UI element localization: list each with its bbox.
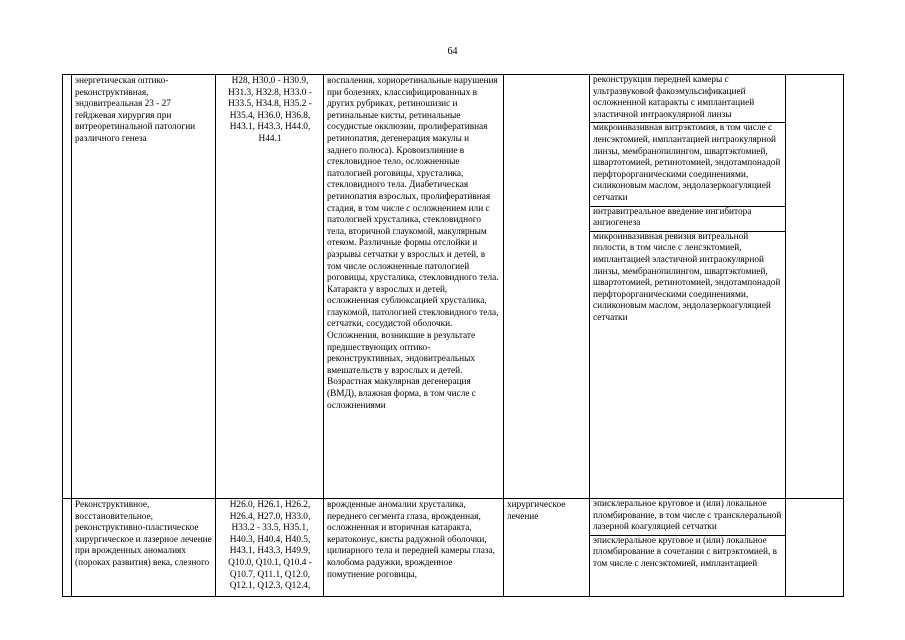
table-row <box>63 499 844 597</box>
method-item: эписклеральное круговое и (или) локальное пломбирование, в том числе с трансклеральной лазерной коагуляцией сетчатки <box>590 499 785 536</box>
treatment-type-cell: хирургическое лечение <box>504 499 590 597</box>
table-row <box>63 75 844 499</box>
method-item: интравитреальное введение ингибитора ангиогенеза <box>590 207 785 232</box>
method-item: микроинвазивная ревизия витреальной полости, в том числе с ленсэктомией, имплантацией эластичной интраокулярной линзы, мембранопилингом, швартэктомией, швартотомией, ретинотомией, эндотампонадой перфторорганическими соединениями, силиконовым маслом, эндолазеркоагуляцией сетчатки <box>593 231 781 323</box>
method-item: эписклеральное круговое и (или) локальное пломбирование в сочетании с витрэктомией, в том числе с ленсэктомией, имплантацией <box>593 535 778 569</box>
cost-cell <box>786 75 844 499</box>
patient-model-cell <box>324 499 504 597</box>
procedure-name-text: Реконструктивное, восстановительное, реконструктивно-пластическое хирургическое и лазерное лечение при врожденных аномалиях (пороках развития) века, слезного <box>75 500 212 568</box>
method-cell <box>590 75 786 499</box>
icd-codes-text: H26.0, H26.1, H26.2, H26.4, H27.0, H33.0, H33.2 - 33.5, H35.1, H40.3, H40.4, H40.5, H43.1, H43.3, H49.9, Q10.0, Q10.1, Q10.4 - Q10.7, Q11.1, Q12.0, Q12.1, Q12.3, Q12.4, <box>228 500 312 592</box>
method-cell <box>590 499 786 597</box>
method-item: реконструкция передней камеры с ультразвуковой факоэмульсификацией осложненной катаракты с имплантацией эластичной интраокулярной линзы <box>590 75 785 123</box>
cost-cell <box>786 499 844 597</box>
page-number: 64 <box>447 46 458 57</box>
icd-codes-cell <box>216 499 324 597</box>
treatment-type-cell <box>504 75 590 499</box>
icd-codes-cell: H28, H30.0 - H30.9, H31.3, H32.8, H33.0 - H33.5, H34.8, H35.2 - H35.4, H36.0, H36.8, H43.1, H43.3, H44.0, H44.1 <box>216 75 324 499</box>
number-cell <box>63 499 72 597</box>
patient-model-text: врожденные аномалии хрусталика, переднего сегмента глаза, врожденная, осложненная и вторичная катаракта, кератоконус, кисты радужной оболочки, цилиарного тела и передней камеры глаза, колобома радужки, врожденное помутнение роговицы, <box>327 500 495 580</box>
patient-model-cell: воспаления, хориоретинальные нарушения при болезнях, классифицированных в других рубриках, ретиношизис и ретинальные кисты, ретинальные сосудистые окклюзии, пролиферативная ретинопатия, дегенерация макулы и заднего полюса). Кровоизлияние в стекловидное тело, осложненные патологией роговицы, хрусталика, стекловидного тела. Диабетическая ретинопатия взрослых, пролиферативная стадия, в том числе с осложнением или с патологией хрусталика, стекловидного тела, вторичной глаукомой, макулярным отеком. Различные формы отслойки и разрывы сетчатки у взрослых и детей, в том числе осложненные патологией роговицы, хрусталика, стекловидного тела. Катаракта у взрослых и детей, осложненная сублюксацией хрусталика, глаукомой, патологией стекловидного тела, сетчатки, сосудистой оболочки. Осложнения, возникшие в результате предшествующих оптико-реконструктивных, эндовитреальных вмешательств у взрослых и детей. Возрастная макулярная дегенерация (ВМД), влажная форма, в том числе с осложнениями <box>324 75 504 499</box>
method-item: микроинвазивная витрэктомия, в том числе с ленсэктомией, имплантацией интраокулярной линзы, мембранопилингом, швартэктомией, швартотомией, ретинотомией, эндотампонадой перфторорганическими соединениями, силиконовым маслом, эндолазеркоагуляцией сетчатки <box>590 123 785 206</box>
number-cell <box>63 75 72 499</box>
procedure-name-cell: энергетическая оптико-реконструктивная, эндовитреальная 23 - 27 гейджевая хирургия при витреоретинальной патологии различного генеза <box>72 75 216 499</box>
procedures-table <box>62 74 844 597</box>
procedure-name-cell <box>72 499 216 597</box>
